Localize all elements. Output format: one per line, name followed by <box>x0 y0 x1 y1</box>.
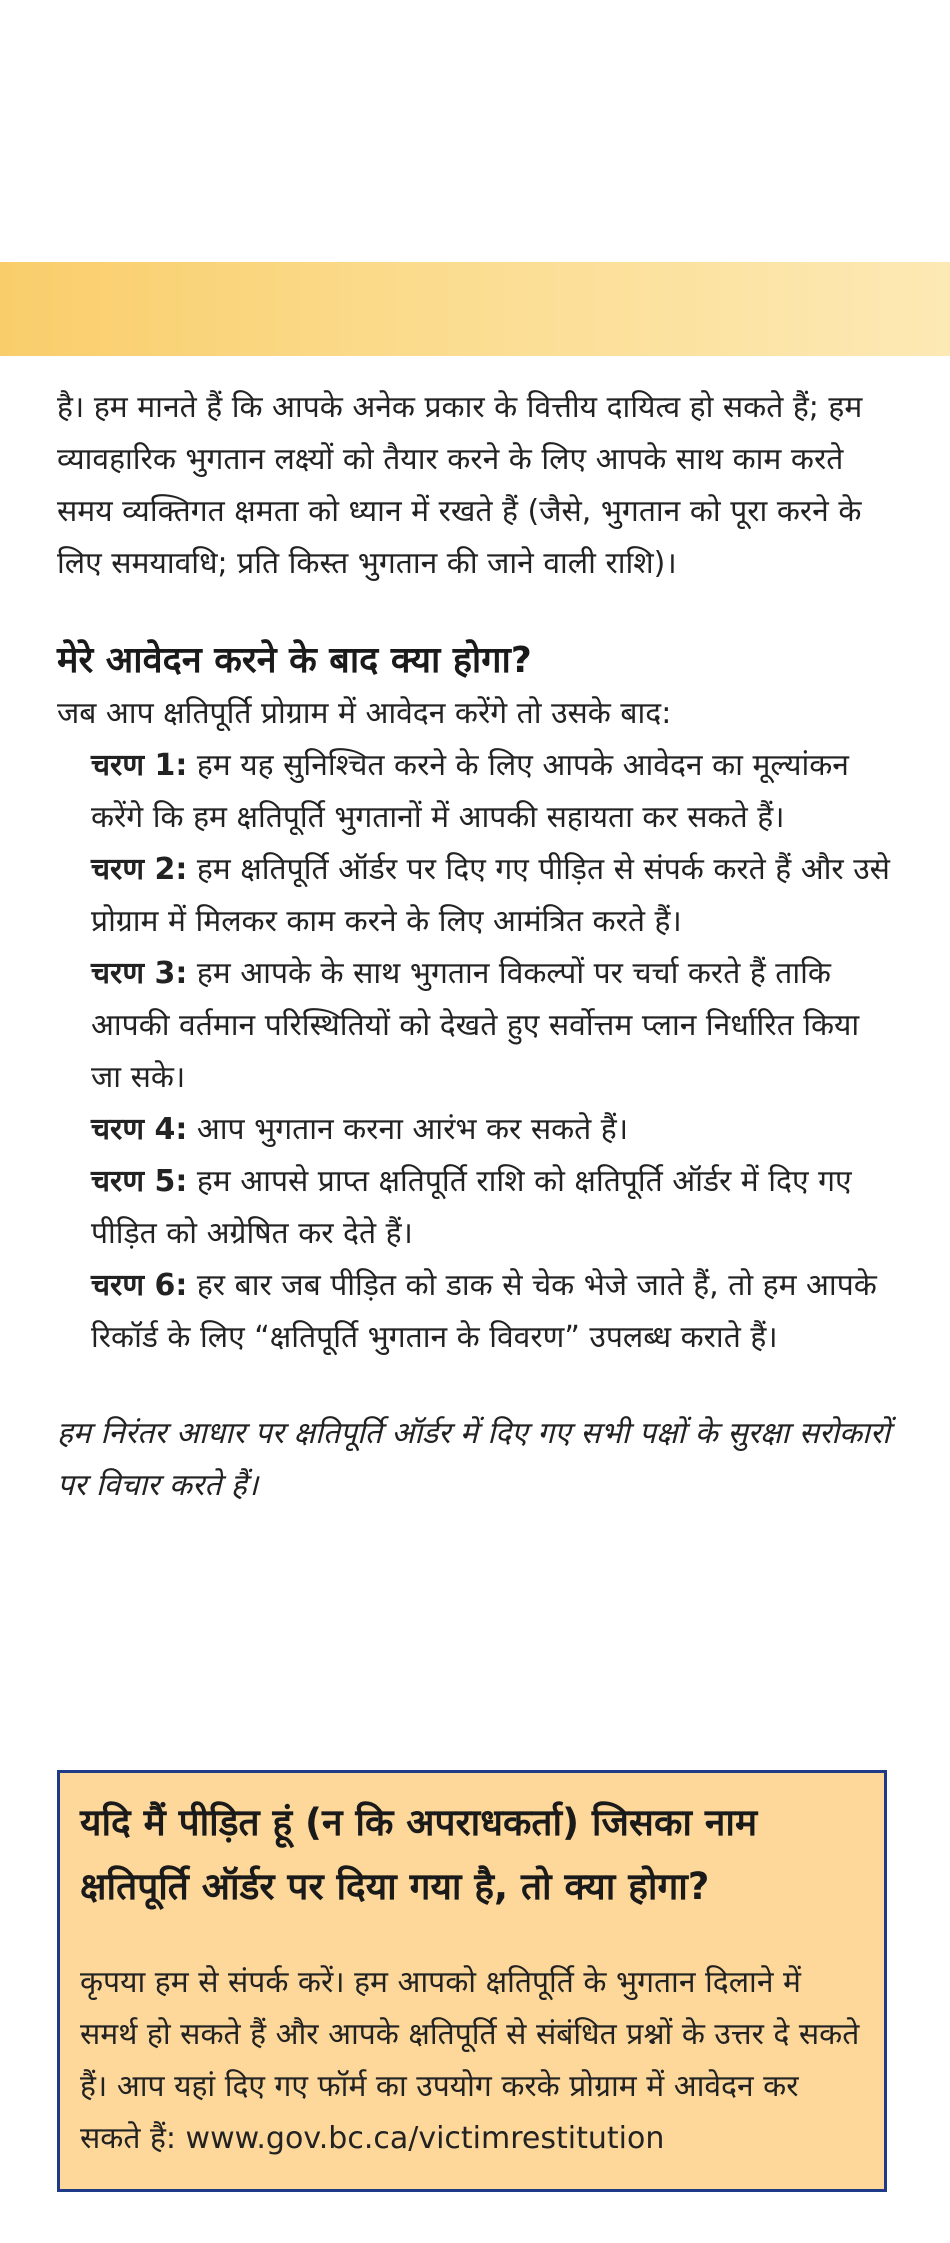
step-label: चरण 3: <box>91 956 188 991</box>
step-6 <box>91 1260 897 1364</box>
step-text: हम आपसे प्राप्त क्षतिपूर्ति राशि को क्षतिपूर्ति ऑर्डर में दिए गए पीड़ित को अग्रेषित कर देते हैं। <box>91 1164 852 1251</box>
main-content <box>57 382 897 1512</box>
section-lead: जब आप क्षतिपूर्ति प्रोग्राम में आवेदन करेंगे तो उसके बाद: <box>57 696 672 731</box>
callout-heading: यदि मैं पीड़ित हूं (न कि अपराधकर्ता) जिसका नाम क्षतिपूर्ति ऑर्डर पर दिया गया है, तो क्या होगा? <box>80 1801 758 1908</box>
step-4 <box>91 1104 897 1156</box>
decorative-banner <box>0 262 950 356</box>
step-text: हम आपके के साथ भुगतान विकल्पों पर चर्चा करते हैं ताकि आपकी वर्तमान परिस्थितियों को देखते हुए सर्वोत्तम प्लान निर्धारित किया जा सके। <box>91 956 860 1095</box>
step-label: चरण 2: <box>91 852 188 887</box>
victim-callout-box <box>57 1770 887 2192</box>
step-label: चरण 1: <box>91 748 188 783</box>
step-5 <box>91 1156 897 1260</box>
intro-paragraph: है। हम मानते हैं कि आपके अनेक प्रकार के वित्तीय दायित्व हो सकते हैं; हम व्यावहारिक भुगतान लक्ष्यों को तैयार करने के लिए आपके साथ काम करते समय व्यक्तिगत क्षमता को ध्यान में रखते हैं (जैसे, भुगतान को पूरा करने के लिए समयावधि; प्रति किस्त भुगतान की जाने वाली राशि)। <box>57 390 863 581</box>
step-label: चरण 4: <box>91 1112 188 1147</box>
callout-body: कृपया हम से संपर्क करें। हम आपको क्षतिपूर्ति के भुगतान दिलाने में समर्थ हो सकते हैं और आपके क्षतिपूर्ति से संबंधित प्रश्नों के उत्तर दे सकते हैं। आप यहां दिए गए फॉर्म का उपयोग करके प्रोग्राम में आवेदन कर सकते हैं: www.gov.bc.ca/victimrestitution <box>80 1965 860 2156</box>
step-text: हम क्षतिपूर्ति ऑर्डर पर दिए गए पीड़ित से संपर्क करते हैं और उसे प्रोग्राम में मिलकर काम करने के लिए आमंत्रित करते हैं। <box>91 852 890 939</box>
step-text: आप भुगतान करना आरंभ कर सकते हैं। <box>196 1112 629 1147</box>
step-1 <box>91 740 897 844</box>
step-label: चरण 6: <box>91 1268 188 1303</box>
step-text: हम यह सुनिश्चित करने के लिए आपके आवेदन का मूल्यांकन करेंगे कि हम क्षतिपूर्ति भुगतानों में आपकी सहायता कर सकते हैं। <box>91 748 849 835</box>
safety-note: हम निरंतर आधार पर क्षतिपूर्ति ऑर्डर में दिए गए सभी पक्षों के सुरक्षा सरोकारों पर विचार करते हैं। <box>57 1416 890 1503</box>
step-2 <box>91 844 897 948</box>
step-3 <box>91 948 897 1104</box>
step-text: हर बार जब पीड़ित को डाक से चेक भेजे जाते हैं, तो हम आपके रिकॉर्ड के लिए “क्षतिपूर्ति भुगतान के विवरण” उपलब्ध कराते हैं। <box>91 1268 877 1355</box>
section-heading: मेरे आवेदन करने के बाद क्या होगा? <box>57 640 532 681</box>
step-label: चरण 5: <box>91 1164 188 1199</box>
